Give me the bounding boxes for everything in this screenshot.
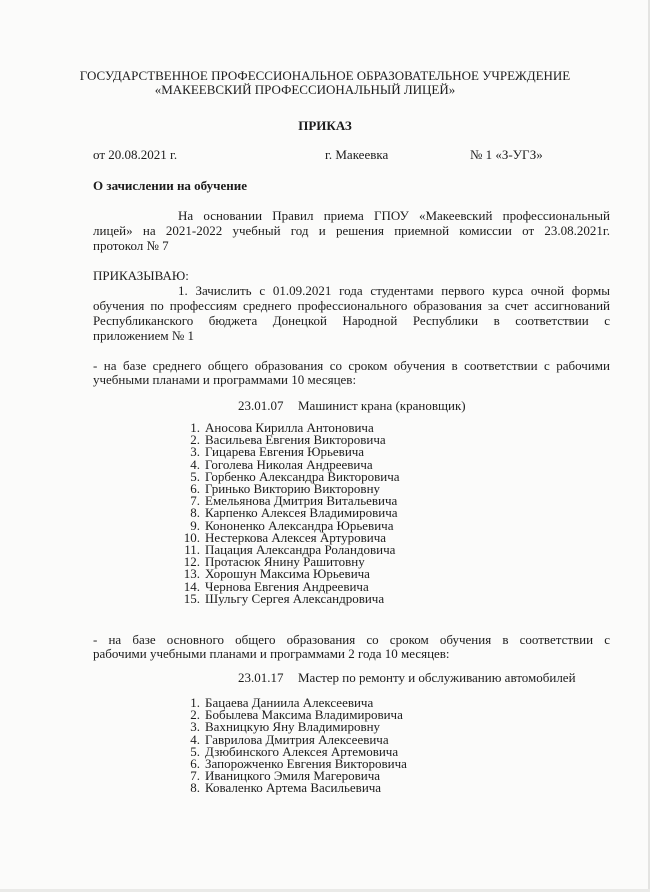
student-number: 5. bbox=[190, 743, 200, 759]
student-number: 3. bbox=[190, 444, 200, 460]
student-number: 1. bbox=[190, 420, 200, 435]
student-number: 2. bbox=[190, 707, 200, 723]
group2-profession-code: 23.01.17 bbox=[238, 670, 284, 685]
student-number: 11. bbox=[184, 542, 200, 558]
student-number: 15. bbox=[183, 590, 200, 606]
student-name: Гицарева Евгения Юрьевича bbox=[205, 444, 365, 460]
student-number: 5. bbox=[190, 468, 200, 484]
clause1-line1: 1. Зачислить с 01.09.2021 года студентами первого курса очной формы bbox=[178, 283, 610, 298]
student-name: Гоголева Николая Андреевича bbox=[205, 456, 373, 472]
student-name: Иваницкого Эмиля Магеровича bbox=[205, 768, 381, 784]
student-number: 6. bbox=[190, 756, 200, 772]
student-name: Горбенко Александра Викторовича bbox=[205, 468, 400, 484]
group1-basis-line1: - на базе среднего общего образования со сроком обучения в соответствии с рабочими bbox=[93, 358, 610, 373]
student-number: 6. bbox=[190, 481, 200, 497]
group2-basis-line1: - на базе основного общего образования со сроком обучения в соответствии с bbox=[93, 632, 610, 647]
basis-line2: лицей» на 2021-2022 учебный год и решения приемной комиссии от 23.08.2021г. bbox=[93, 223, 610, 238]
student-name: Гринько Викторию Викторовну bbox=[205, 481, 381, 497]
order-date: от 20.08.2021 г. bbox=[93, 147, 178, 162]
group1-profession-code: 23.01.07 bbox=[238, 398, 284, 413]
student-number: 10. bbox=[183, 529, 200, 545]
student-list-item bbox=[180, 782, 407, 794]
student-name: Нестеркова Алексея Артуровича bbox=[205, 529, 387, 545]
student-name: Кононенко Александра Юрьевича bbox=[205, 517, 394, 533]
group1-basis-line2: учебными планами и программами 10 месяцев: bbox=[93, 372, 357, 387]
basis-line1: На основании Правил приема ГПОУ «Макеевский профессиональный bbox=[178, 208, 610, 223]
student-number: 3. bbox=[190, 719, 200, 735]
student-name: Бацаева Даниила Алексеевича bbox=[205, 695, 374, 710]
student-number: 4. bbox=[190, 456, 200, 472]
group1-profession-title: Машинист крана (крановщик) bbox=[298, 398, 466, 413]
student-name: Хорошун Максима Юрьевича bbox=[205, 566, 370, 582]
order-number: № 1 «З-УГЗ» bbox=[470, 147, 543, 162]
institution-name-line2: «МАКЕЕВСКИЙ ПРОФЕССИОНАЛЬНЫЙ ЛИЦЕЙ» bbox=[154, 82, 456, 97]
student-name: Чернова Евгения Андреевича bbox=[205, 578, 369, 594]
student-number: 12. bbox=[183, 554, 200, 570]
order-city: г. Макеевка bbox=[325, 147, 389, 162]
group1-student-list bbox=[180, 422, 400, 605]
student-number: 7. bbox=[190, 768, 200, 784]
basis-line3: протокол № 7 bbox=[93, 238, 169, 253]
student-name: Протасюк Янину Рашитовну bbox=[205, 554, 365, 570]
student-name: Пацация Александра Роландовича bbox=[205, 542, 396, 558]
student-name: Бобылева Максима Владимировича bbox=[205, 707, 403, 723]
student-name: Васильева Евгения Викторовича bbox=[205, 432, 386, 448]
document-type: ПРИКАЗ bbox=[298, 118, 352, 133]
student-number: 1. bbox=[190, 695, 200, 710]
group2-basis-line2: рабочими учебными планами и программами 2 года 10 месяцев: bbox=[93, 646, 450, 661]
student-name: Карпенко Алексея Владимировича bbox=[205, 505, 398, 521]
group2-profession-title: Мастер по ремонту и обслуживанию автомобилей bbox=[298, 670, 576, 685]
group2-student-list bbox=[180, 697, 407, 795]
student-number: 8. bbox=[190, 780, 200, 796]
order-subject: О зачислении на обучение bbox=[93, 178, 248, 193]
student-number: 7. bbox=[190, 493, 200, 509]
student-name: Гаврилова Дмитрия Алексеевича bbox=[205, 731, 389, 747]
order-word: ПРИКАЗЫВАЮ: bbox=[93, 268, 189, 283]
institution-name-line1: ГОСУДАРСТВЕННОЕ ПРОФЕССИОНАЛЬНОЕ ОБРАЗОВАТЕЛЬНОЕ УЧРЕЖДЕНИЕ bbox=[79, 68, 571, 83]
student-name: Дзюбинского Алексея Артемовича bbox=[205, 743, 399, 759]
clause1-line3: Республиканского бюджета Донецкой Народной Республики в соответствии с bbox=[93, 313, 610, 328]
student-name: Запорожченко Евгения Викторовича bbox=[205, 756, 407, 772]
student-number: 2. bbox=[190, 432, 200, 448]
clause1-line2: обучения по профессиям среднего профессионального образования за счет ассигнований bbox=[93, 298, 610, 313]
student-number: 8. bbox=[190, 505, 200, 521]
student-name: Коваленко Артема Васильевича bbox=[205, 780, 382, 796]
student-number: 13. bbox=[183, 566, 200, 582]
student-name: Вахницкую Яну Владимировну bbox=[205, 719, 381, 735]
student-name: Емельянова Дмитрия Витальевича bbox=[205, 493, 398, 509]
student-list-item bbox=[180, 590, 400, 606]
student-number: 4. bbox=[190, 731, 200, 747]
clause1-line4: приложением № 1 bbox=[93, 328, 194, 343]
student-name: Шульгу Сергея Александровича bbox=[205, 590, 385, 606]
student-number: 14. bbox=[183, 578, 200, 594]
student-name: Аносова Кирилла Антоновича bbox=[205, 420, 374, 435]
student-number: 9. bbox=[190, 517, 200, 533]
